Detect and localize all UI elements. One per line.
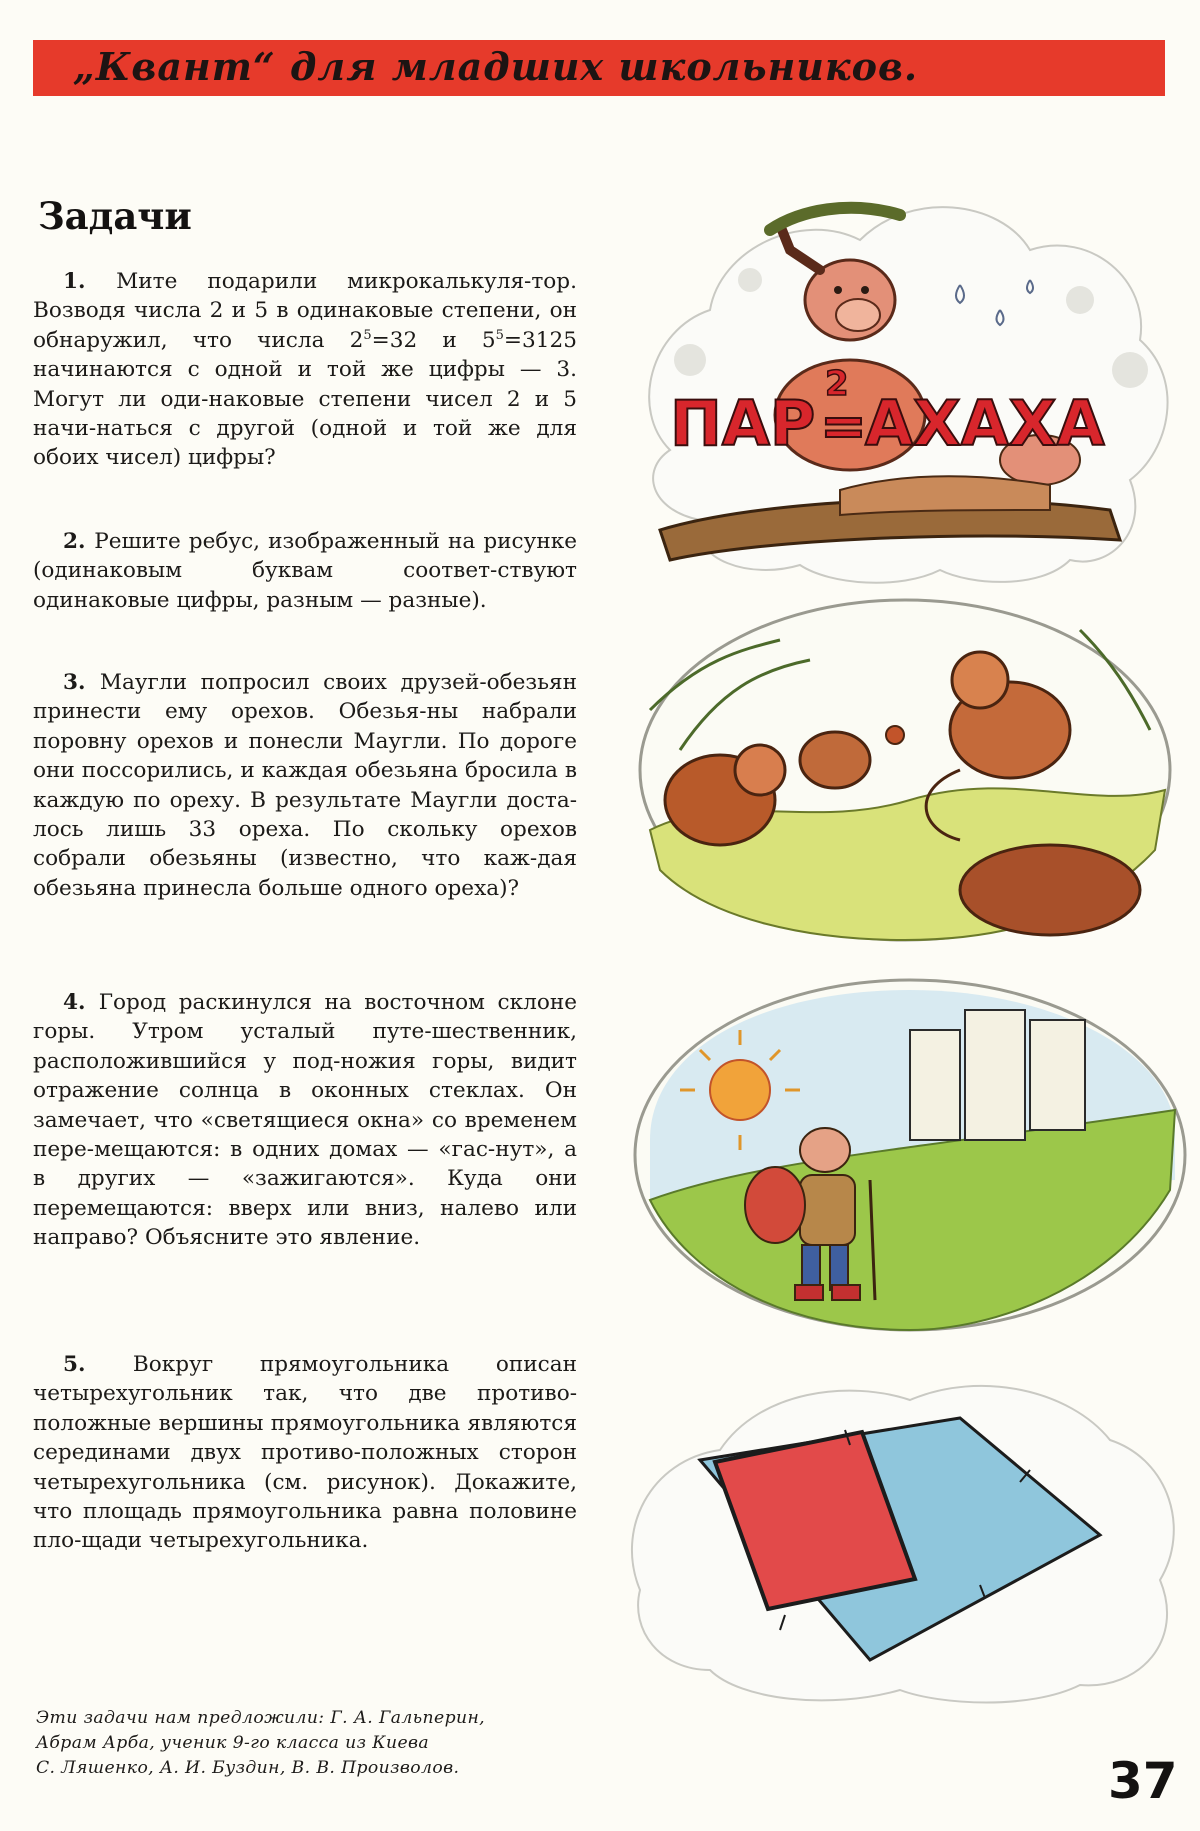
problem-text-line: степени, он обнаружил, что числа — [33, 298, 577, 353]
problem-text-line: Маугли попросил своих друзей- — [99, 670, 487, 695]
page-number: 37 — [1108, 1752, 1178, 1810]
problem-text-line: прямоугольника равна половине пло- — [33, 1499, 577, 1554]
problem-text-line: вниз, налево или направо? Объясните — [33, 1195, 577, 1251]
problem-2 — [33, 527, 577, 615]
problem-number: 1. — [63, 269, 117, 294]
credits-line: Эти задачи нам предложили: Г. А. Гальперин, — [36, 1708, 486, 1728]
rebus-exponent: 2 — [825, 364, 849, 404]
nut — [886, 726, 904, 744]
problem-text-line: наковые степени чисел 2 и 5 начи- — [33, 386, 577, 442]
problem-text-line: Решите ребус, изображенный на — [94, 529, 476, 554]
rebus-illustration — [649, 207, 1167, 583]
problem-text-line: (см. рисунок). Докажите, что площадь — [33, 1469, 577, 1525]
problem-text-line: щади четырехугольника. — [81, 1528, 369, 1554]
problem-text-line: ореха)? — [434, 875, 520, 901]
section-title: Задачи — [38, 194, 192, 238]
traveller-illustration — [635, 980, 1185, 1330]
illustrations — [610, 190, 1190, 1710]
rebus-equals: = — [820, 394, 867, 459]
credits-line: Абрам Арба, ученик 9-го класса из Киева — [36, 1733, 430, 1753]
problem-text-line: ны набрали поровну орехов и понесли — [33, 699, 577, 754]
problem-text-line: «светящиеся окна» со временем пере- — [33, 1107, 577, 1163]
problem-text-line: собрали обезьяны (известно, что каж- — [33, 846, 538, 872]
rebus-right: АХАХА — [865, 387, 1105, 460]
problem-text-line: $2^5=32$ и $5^5=3125$ начинаются с одной — [33, 327, 577, 383]
credits — [36, 1706, 581, 1781]
problem-text-line: по ореху. В результате Маугли доста- — [133, 787, 577, 813]
problem-text-line: Маугли. По дороге они поссорились, — [33, 728, 577, 784]
monkeys-illustration — [640, 600, 1170, 940]
problem-4 — [33, 988, 577, 1253]
problem-1 — [33, 267, 577, 473]
problem-text-line: ножия горы, видит отражение солнца — [33, 1048, 577, 1104]
problem-text-line: и каждая обезьяна бросила в каждую — [33, 758, 577, 813]
problem-number: 3. — [63, 670, 100, 695]
problem-text-line: лось лишь 33 ореха. По скольку орехов — [33, 817, 577, 843]
problem-text-line: Вокруг прямоугольника описан — [132, 1352, 577, 1377]
problem-text-line: наться с другой (одной и той же для — [96, 416, 577, 442]
problem-number: 5. — [63, 1352, 133, 1377]
problem-text-line: и той же цифры — 3. Могут ли оди- — [33, 357, 577, 412]
problem-text-line: четырехугольник так, что две противо- — [33, 1381, 577, 1407]
problem-text-line: разные). — [388, 587, 487, 613]
problem-text-line: Город раскинулся на восточном — [98, 990, 485, 1015]
problem-text-line: дая обезьяна принесла больше одного — [33, 846, 577, 901]
problem-text-line: в оконных стеклах. Он замечает, что — [33, 1078, 577, 1133]
header-banner — [33, 40, 1165, 96]
problem-text-line: нут», а в других — «зажигаются». — [33, 1137, 577, 1192]
problem-text-line: мещаются: в одних домах — «гас- — [94, 1137, 496, 1163]
buildings — [910, 1010, 1085, 1140]
problem-text-line: рисунке (одинаковым буквам соответ- — [33, 529, 577, 584]
banner-title: „Квант“ для младших школьников. — [73, 44, 919, 89]
problem-text-line: ствуют одинаковые цифры, разным — — [33, 558, 577, 613]
problem-text-line: обезьян принести ему орехов. Обезья- — [33, 670, 577, 725]
problem-number: 2. — [63, 529, 95, 554]
problem-3 — [33, 668, 577, 903]
problem-text-line: Куда они перемещаются: вверх или — [33, 1166, 577, 1221]
credits-line: С. Ляшенко, А. И. Буздин, В. В. Произволов. — [36, 1758, 460, 1778]
problem-text-line: это явление. — [275, 1225, 421, 1251]
rebus-left: ПАР — [670, 387, 816, 460]
problem-text-line: шественник, расположившийся у под- — [33, 1019, 577, 1074]
problem-text-line: положные вершины прямоугольника — [33, 1410, 461, 1436]
problem-text-line: склоне горы. Утром усталый путе- — [33, 990, 577, 1045]
geometry-illustration — [632, 1386, 1174, 1703]
problem-text-line: являются серединами двух противо- — [33, 1410, 577, 1466]
problem-number: 4. — [63, 990, 99, 1015]
problem-text-line: положных сторон четырехугольника — [33, 1440, 577, 1495]
problem-text-line: Мите подарили микрокалькуля- — [116, 269, 532, 294]
problem-text-line: тор. Возводя числа 2 и 5 в одинаковые — [33, 269, 577, 324]
problem-5 — [33, 1350, 577, 1556]
problem-text-line: обоих чисел) цифры? — [33, 445, 276, 471]
